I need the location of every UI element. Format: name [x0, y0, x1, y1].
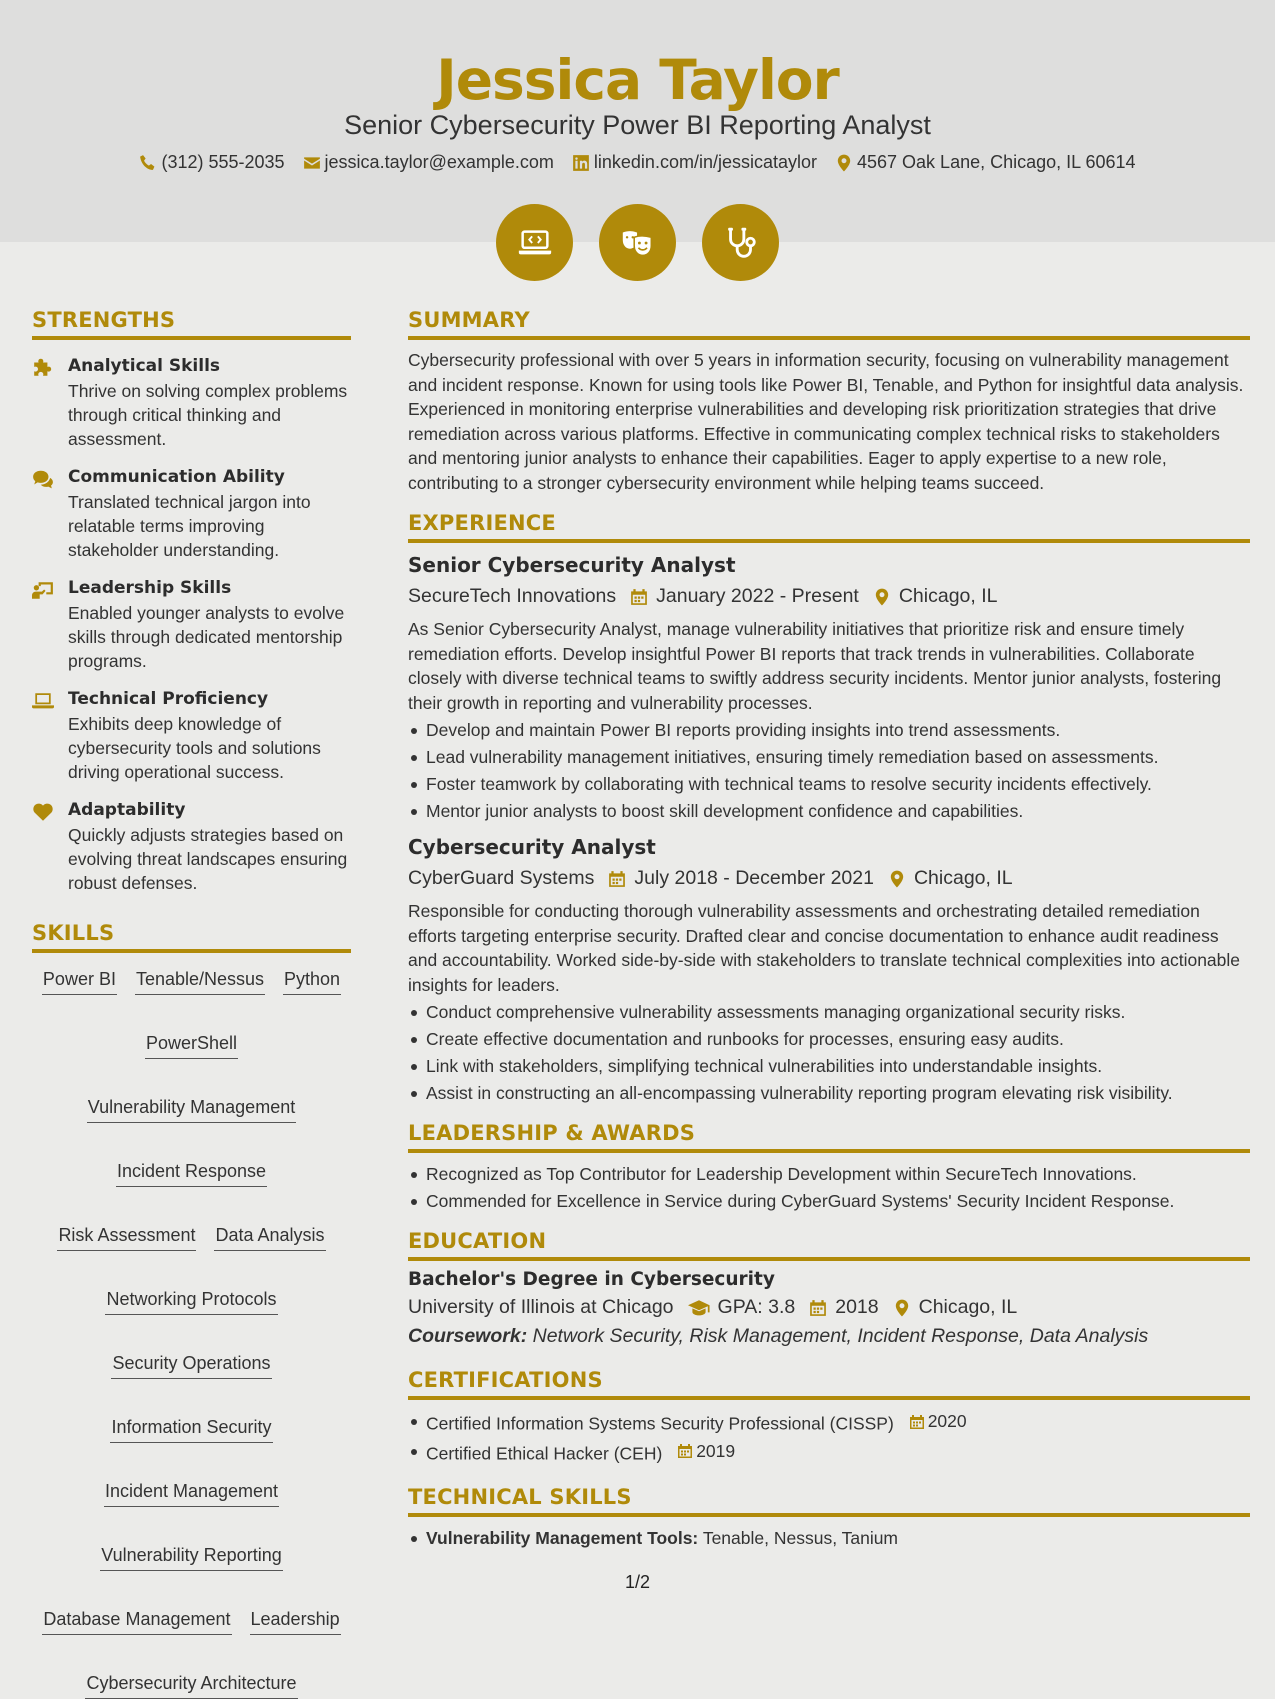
job-title: Senior Cybersecurity Analyst [408, 553, 736, 577]
job-meta [408, 585, 1250, 608]
coursework-label: Coursework: [408, 1325, 528, 1347]
job-meta [408, 867, 1250, 890]
tech-skill-value: Tenable, Nessus, Tanium [702, 1528, 899, 1548]
strength-desc: Quickly adjusts strategies based on evolving threat landscapes ensuring robust defenses. [68, 825, 348, 893]
interest-badges [0, 204, 1275, 281]
job-bullets [408, 999, 1250, 1107]
job-title: Cybersecurity Analyst [408, 835, 656, 859]
skill-tag: Leadership [250, 1607, 341, 1635]
list-item: Lead vulnerability management initiatives, ensuring timely remediation based on assessments. [408, 744, 1250, 771]
contact-linkedin[interactable] [572, 152, 817, 173]
technical-skills-list [408, 1525, 1250, 1552]
skill-tag: Information Security [110, 1415, 272, 1443]
strength-title: Communication Ability [68, 467, 285, 487]
job-description: Responsible for conducting thorough vulnerability assessments and orchestrating detailed remediation efforts targeting enterprise security. Drafted clear and concise documentation to enhance audit readiness and accountability. Worked side-by-side with stakeholders to translate technical complexities into actionable insights for leaders. [408, 901, 1241, 995]
skill-tag: Database Management [42, 1607, 231, 1635]
job-location: Chicago, IL [898, 585, 998, 607]
strength-item [32, 467, 351, 562]
job-description: As Senior Cybersecurity Analyst, manage vulnerability initiatives that prioritize risk and ensure timely remediation efforts. Develop insightful Power BI reports that track trends in vulnerabilities. Collaborate closely with diverse technical teams to swiftly address security incidents. Mentor junior analysts, fostering their growth in reporting and vulnerability processes. [408, 619, 1222, 713]
strength-item [32, 356, 351, 451]
list-item: Create effective documentation and runbooks for processes, ensuring easy audits. [408, 1026, 1250, 1053]
job-dates: July 2018 - December 2021 [634, 867, 874, 889]
leadership-heading: LEADERSHIP & AWARDS [408, 1121, 1250, 1153]
map-marker-icon [835, 154, 853, 172]
school-location: Chicago, IL [918, 1296, 1018, 1318]
email-text: jessica.taylor@example.com [324, 152, 554, 172]
puzzle-piece-icon [32, 358, 54, 378]
skill-tag: Vulnerability Management [87, 1095, 296, 1123]
coursework-list: Network Security, Risk Management, Incident Response, Data Analysis [532, 1325, 1149, 1347]
grad-year: 2018 [835, 1296, 879, 1318]
certifications-list [408, 1408, 1250, 1467]
school-name: University of Illinois at Chicago [408, 1296, 674, 1318]
cert-year: 2019 [696, 1440, 736, 1461]
list-item: Assist in constructing an all-encompassing vulnerability reporting program elevating risk visibility. [408, 1080, 1250, 1107]
contact-row [0, 152, 1275, 173]
company-name: CyberGuard Systems [408, 867, 595, 889]
comments-icon [32, 469, 54, 489]
contact-phone[interactable] [139, 152, 284, 173]
job-location: Chicago, IL [913, 867, 1013, 889]
skill-tag: Power BI [42, 967, 117, 995]
list-item: Link with stakeholders, simplifying technical vulnerabilities into understandable insights. [408, 1053, 1250, 1080]
cert-year: 2020 [927, 1411, 967, 1431]
skill-tag: Incident Response [116, 1159, 267, 1187]
strength-title: Leadership Skills [68, 578, 232, 598]
list-item [408, 1408, 1250, 1438]
left-column [32, 308, 351, 1699]
graduation-cap-icon [688, 1299, 710, 1317]
coursework [408, 1325, 1250, 1348]
skill-tag: Risk Assessment [57, 1223, 196, 1251]
list-item [408, 1525, 1250, 1552]
list-item: Conduct comprehensive vulnerability assessments managing organizational security risks. [408, 999, 1250, 1026]
technical-skills-heading: TECHNICAL SKILLS [408, 1485, 1250, 1517]
job-entry [408, 835, 1250, 1107]
skill-tag: Cybersecurity Architecture [85, 1671, 297, 1699]
strength-item [32, 689, 351, 784]
strength-title: Adaptability [68, 800, 186, 820]
skill-tag: Data Analysis [214, 1223, 325, 1251]
page-number: 1/2 [624, 1572, 651, 1592]
experience-heading: EXPERIENCE [408, 511, 1250, 543]
candidate-name: Jessica Taylor [436, 48, 839, 112]
summary-heading: SUMMARY [408, 308, 1250, 340]
linkedin-icon [572, 154, 590, 172]
skills-heading: SKILLS [32, 921, 351, 953]
cert-name: Certified Ethical Hacker (CEH) [426, 1443, 663, 1463]
candidate-title: Senior Cybersecurity Power BI Reporting Analyst [344, 110, 931, 140]
resume-header [0, 0, 1275, 242]
job-entry [408, 553, 1250, 825]
right-column [408, 308, 1250, 1552]
calendar-icon [608, 870, 626, 888]
strength-desc: Exhibits deep knowledge of cybersecurity tools and solutions driving operational success. [68, 714, 321, 782]
strength-desc: Translated technical jargon into relatable terms improving stakeholder understanding. [68, 492, 311, 560]
calendar-icon [809, 1299, 827, 1317]
strength-title: Analytical Skills [68, 356, 221, 376]
skill-tag: Networking Protocols [105, 1287, 277, 1315]
contact-address [835, 152, 1136, 173]
job-dates: January 2022 - Present [656, 585, 859, 607]
gpa: GPA: 3.8 [717, 1296, 796, 1318]
skill-tag: Vulnerability Reporting [100, 1543, 282, 1571]
list-item: Commended for Excellence in Service during CyberGuard Systems' Security Incident Response. [408, 1188, 1250, 1215]
strength-item [32, 800, 351, 895]
strength-item [32, 578, 351, 673]
list-item: Recognized as Top Contributor for Leadership Development within SecureTech Innovations. [408, 1161, 1250, 1188]
map-marker-icon [893, 1299, 911, 1317]
envelope-icon [303, 154, 321, 172]
phone-text: (312) 555-2035 [161, 152, 285, 172]
theater-masks-icon [599, 204, 676, 281]
list-item: Foster teamwork by collaborating with technical teams to resolve security incidents effectively. [408, 771, 1250, 798]
leadership-list [408, 1161, 1250, 1215]
contact-email[interactable] [303, 152, 554, 173]
calendar-icon [630, 588, 648, 606]
map-marker-icon [873, 588, 891, 606]
calendar-icon [677, 1443, 693, 1459]
skill-tag: PowerShell [145, 1031, 238, 1059]
cert-name: Certified Information Systems Security Professional (CISSP) [426, 1413, 894, 1434]
strength-desc: Enabled younger analysts to evolve skills through dedicated mentorship programs. [68, 603, 345, 671]
address-text: 4567 Oak Lane, Chicago, IL 60614 [857, 152, 1136, 172]
strength-desc: Thrive on solving complex problems through critical thinking and assessment. [68, 381, 348, 449]
list-item [408, 1438, 1250, 1468]
job-bullets [408, 717, 1250, 825]
education-heading: EDUCATION [408, 1229, 1250, 1261]
laptop-code-icon [496, 204, 573, 281]
laptop-icon [32, 691, 54, 711]
list-item: Develop and maintain Power BI reports providing insights into trend assessments. [408, 717, 1250, 744]
calendar-icon [909, 1414, 925, 1430]
map-marker-icon [888, 870, 906, 888]
list-item: Mentor junior analysts to boost skill development confidence and capabilities. [408, 798, 1250, 825]
skill-tag: Security Operations [111, 1351, 271, 1379]
skill-tag: Tenable/Nessus [135, 967, 265, 995]
education-meta [408, 1296, 1250, 1319]
company-name: SecureTech Innovations [408, 585, 617, 607]
certifications-heading: CERTIFICATIONS [408, 1368, 1250, 1400]
summary-text: Cybersecurity professional with over 5 years in information security, focusing on vulnerability management and incident response. Known for using tools like Power BI, Tenable, and Python for insightful data analysis. Experienced in monitoring enterprise vulnerabilities and developing risk prioritization strategies that drive remediation across various platforms. Effective in communicating complex technical risks to stakeholders and mentoring junior analysts to enhance their capabilities. Eager to apply expertise to a new role, contributing to a stronger cybersecurity environment while helping teams succeed. [408, 350, 1244, 493]
skill-tag: Incident Management [104, 1479, 279, 1507]
heart-icon [32, 802, 54, 822]
skill-tag: Python [283, 967, 341, 995]
linkedin-text: linkedin.com/in/jessicataylor [593, 152, 817, 172]
degree-title: Bachelor's Degree in Cybersecurity [408, 1269, 775, 1290]
phone-icon [139, 154, 157, 172]
chalkboard-teacher-icon [32, 580, 54, 600]
strength-title: Technical Proficiency [68, 689, 269, 709]
tech-skill-label: Vulnerability Management Tools: [426, 1528, 699, 1548]
strengths-heading: STRENGTHS [32, 308, 351, 340]
stethoscope-icon [702, 204, 779, 281]
